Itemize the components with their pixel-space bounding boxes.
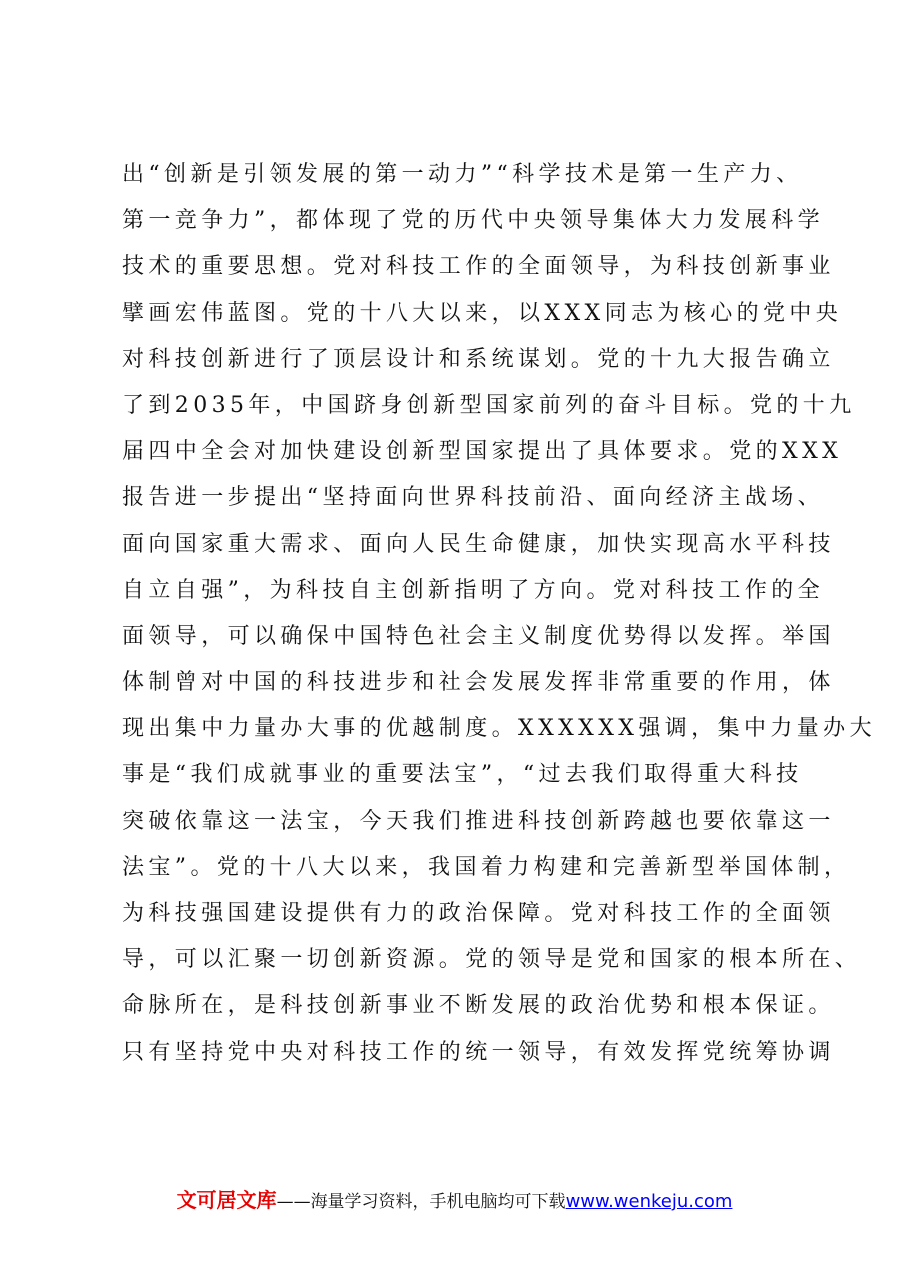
text-line: 出“创新是引领发展的第一动力”“科学技术是第一生产力、 [122,162,803,187]
text-line: 导，可以汇聚一切创新资源。党的领导是党和国家的根本所在、 [122,947,862,973]
text-line: 事是“我们成就事业的重要法宝”，“过去我们取得重大科技 [122,762,803,788]
text-line: 现出集中力量办大事的优越制度。XXXXXX强调，集中力量办大 [122,716,876,742]
text-line: 面向国家重大需求、面向人民生命健康，加快实现高水平科技 [122,531,835,557]
text-line: 突破依靠这一法宝，今天我们推进科技创新跨越也要依靠这一 [122,808,835,834]
text-line: 第一竞争力”，都体现了党的历代中央领导集体大力发展科学 [122,208,825,234]
footer-site-link[interactable]: www.wenkeju.com [565,1191,733,1212]
text-line: 为科技强国建设提供有力的政治保障。党对科技工作的全面领 [122,901,835,926]
text-line: 了到2035年，中国跻身创新型国家前列的奋斗目标。党的十九 [122,392,856,418]
footer-brand: 文可居文库 [176,1188,277,1212]
text-line: 届四中全会对加快建设创新型国家提出了具体要求。党的XXX [122,439,843,465]
text-line: 技术的重要思想。党对科技工作的全面领导，为科技创新事业 [122,254,835,280]
text-line: 体制曾对中国的科技进步和社会发展发挥非常重要的作用，体 [122,670,835,696]
text-line: 面领导，可以确保中国特色社会主义制度优势得以发挥。举国 [122,623,835,649]
text-line: 自立自强”，为科技自主创新指明了方向。党对科技工作的全 [122,577,825,603]
text-line: 只有坚持党中央对科技工作的统一领导，有效发挥党统筹协调 [122,1039,835,1065]
text-line: 法宝”。党的十八大以来，我国着力构建和完善新型举国体制， [122,854,851,880]
text-line: 对科技创新进行了顶层设计和系统谋划。党的十九大报告确立 [122,346,835,372]
footer-banner [0,1184,909,1213]
text-line: 命脉所在，是科技创新事业不断发展的政治优势和根本保证。 [122,993,835,1019]
text-line: 擘画宏伟蓝图。党的十八大以来，以XXX同志为核心的党中央 [122,300,843,326]
body-text [122,152,876,1076]
text-line: 报告进一步提出“坚持面向世界科技前沿、面向经济主战场、 [122,485,825,511]
footer-slogan: ——海量学习资料，手机电脑均可下载 [276,1192,566,1212]
